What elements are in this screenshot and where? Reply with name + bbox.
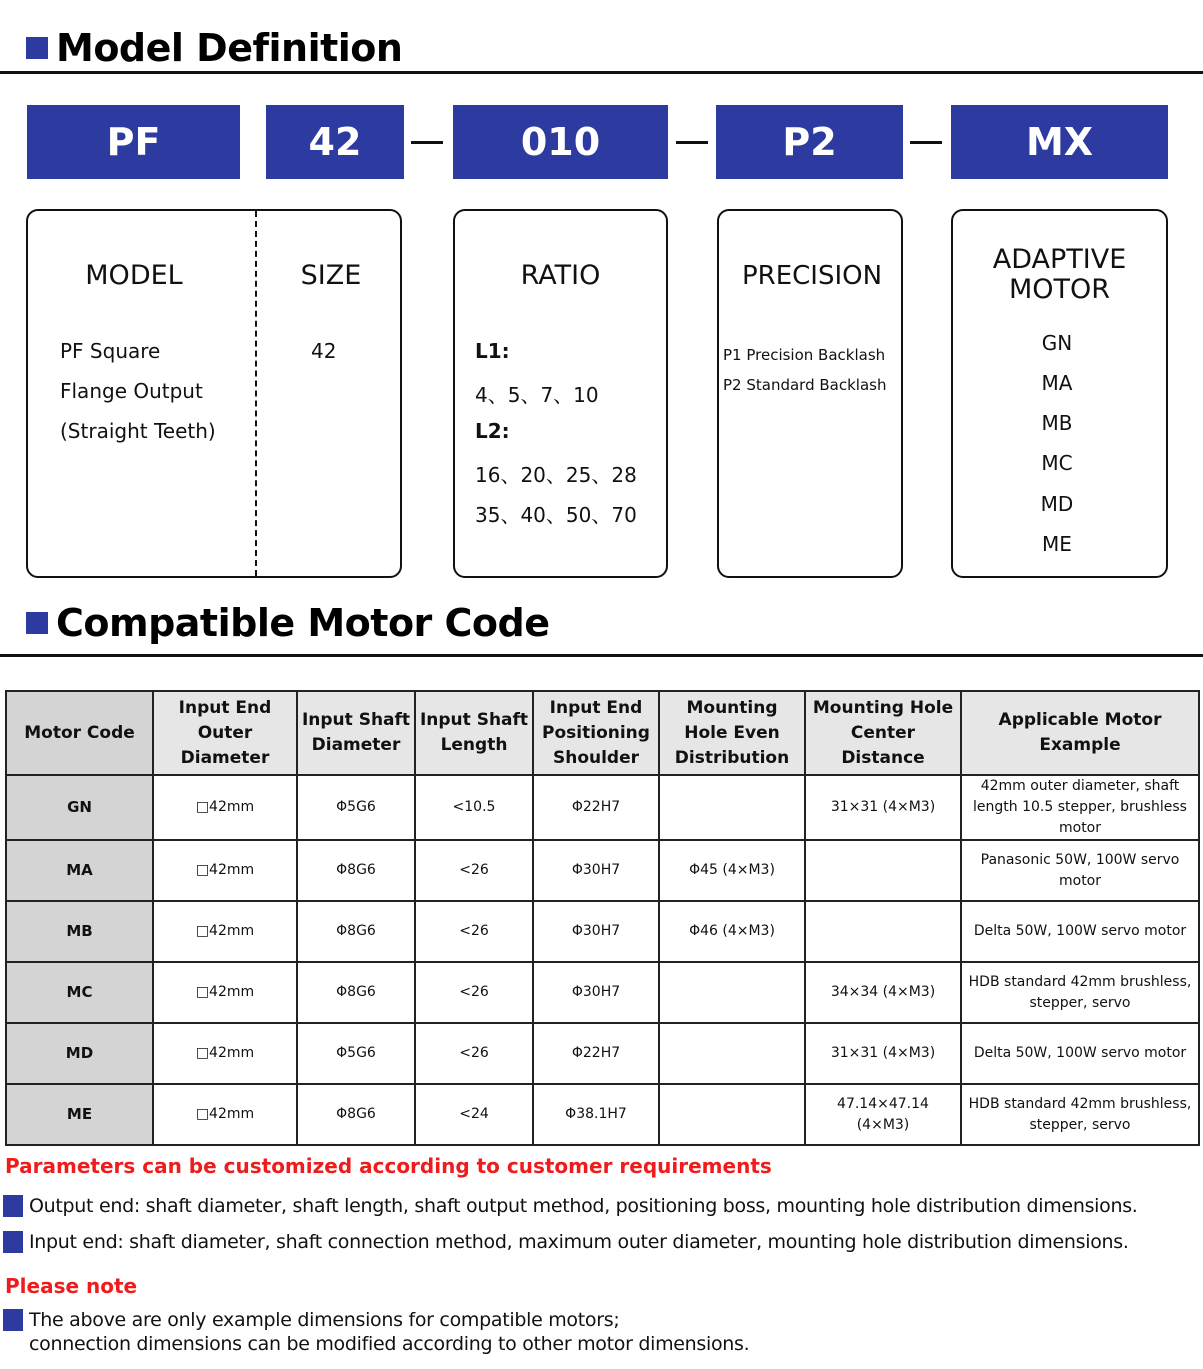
motor-code-item: GN <box>1041 331 1073 355</box>
motor-code-cell: MC <box>6 962 153 1023</box>
customization-item <box>3 1194 1138 1218</box>
motor-code-table <box>5 690 1200 1146</box>
table-cell: Φ5G6 <box>297 1023 415 1084</box>
note-heading: Please note <box>5 1274 138 1298</box>
precision-line: P1 Precision Backlash <box>723 346 886 364</box>
motor-code-cell: MA <box>6 840 153 901</box>
heading-divider <box>0 654 1203 657</box>
motor-code-item: MC <box>1041 451 1073 475</box>
table-cell: □42mm <box>153 901 297 962</box>
square-bullet-icon <box>3 1195 23 1217</box>
table-cell: <26 <box>415 901 533 962</box>
heading-divider <box>0 71 1203 74</box>
table-cell: 42mm outer diameter, shaft length 10.5 stepper, brushless motor <box>961 775 1199 840</box>
table-cell: Delta 50W, 100W servo motor <box>961 1023 1199 1084</box>
column-header: Applicable Motor Example <box>961 691 1199 775</box>
table-row <box>6 1023 1199 1084</box>
table-cell: HDB standard 42mm brushless, stepper, servo <box>961 1084 1199 1145</box>
table-cell: Φ46 (4×M3) <box>659 901 805 962</box>
model-line: PF Square <box>60 339 161 363</box>
motor-code-item: MB <box>1041 411 1073 435</box>
table-cell: Φ8G6 <box>297 962 415 1023</box>
square-bullet-icon <box>3 1309 23 1331</box>
table-cell: □42mm <box>153 1084 297 1145</box>
ratio-l2-label: L2: <box>475 419 510 443</box>
table-cell <box>659 775 805 840</box>
model-line: Flange Output <box>60 379 203 403</box>
motor-code-cell: MD <box>6 1023 153 1084</box>
motor-code-cell: ME <box>6 1084 153 1145</box>
table-cell: Φ5G6 <box>297 775 415 840</box>
table-cell: Panasonic 50W, 100W servo motor <box>961 840 1199 901</box>
customization-text: Output end: shaft diameter, shaft length, shaft output method, positioning boss, mounting hole distribution dimensions. <box>29 1195 1138 1217</box>
table-cell: 47.14×47.14 (4×M3) <box>805 1084 961 1145</box>
table-cell: Φ38.1H7 <box>533 1084 659 1145</box>
square-bullet-icon <box>26 37 48 59</box>
table-cell <box>659 1023 805 1084</box>
column-header: Input End Positioning Shoulder <box>533 691 659 775</box>
column-header: Input End Outer Diameter <box>153 691 297 775</box>
table-cell <box>659 1084 805 1145</box>
dash-separator <box>411 141 443 144</box>
motor-code-item: MA <box>1041 371 1073 395</box>
table-cell: 31×31 (4×M3) <box>805 1023 961 1084</box>
section-title: Model Definition <box>56 26 403 70</box>
table-cell: Φ30H7 <box>533 840 659 901</box>
customization-item <box>3 1230 1129 1254</box>
size-value: 42 <box>311 339 337 363</box>
table-cell: Φ45 (4×M3) <box>659 840 805 901</box>
code-box-ratio: 010 <box>453 105 668 179</box>
model-definition-heading <box>26 26 402 70</box>
precision-line: P2 Standard Backlash <box>723 376 887 394</box>
motor-code-item: MD <box>1040 492 1074 516</box>
table-cell: Φ22H7 <box>533 1023 659 1084</box>
table-row <box>6 840 1199 901</box>
customization-text: Input end: shaft diameter, shaft connection method, maximum outer diameter, mounting hole distribution dimensions. <box>29 1231 1129 1253</box>
table-cell <box>805 840 961 901</box>
model-heading: MODEL <box>85 260 183 291</box>
precision-heading: PRECISION <box>741 261 883 291</box>
note-item <box>3 1308 749 1356</box>
square-bullet-icon <box>26 612 48 634</box>
column-header: Mounting Hole Even Distribution <box>659 691 805 775</box>
table-cell: <26 <box>415 1023 533 1084</box>
table-cell: HDB standard 42mm brushless, stepper, servo <box>961 962 1199 1023</box>
model-line: (Straight Teeth) <box>60 419 216 443</box>
square-bullet-icon <box>3 1231 23 1253</box>
table-cell: Φ30H7 <box>533 962 659 1023</box>
table-cell: 31×31 (4×M3) <box>805 775 961 840</box>
note-line: connection dimensions can be modified according to other motor dimensions. <box>29 1333 750 1355</box>
motor-code-item: ME <box>1042 532 1072 556</box>
table-row <box>6 775 1199 840</box>
table-cell: Φ8G6 <box>297 840 415 901</box>
table-cell: Φ8G6 <box>297 901 415 962</box>
column-header: Motor Code <box>6 691 153 775</box>
table-cell: Φ8G6 <box>297 1084 415 1145</box>
table-cell: <26 <box>415 962 533 1023</box>
note-line: The above are only example dimensions for compatible motors; <box>29 1309 620 1331</box>
table-cell: Φ22H7 <box>533 775 659 840</box>
table-cell: <24 <box>415 1084 533 1145</box>
table-cell: □42mm <box>153 840 297 901</box>
ratio-card <box>453 209 668 578</box>
table-cell: □42mm <box>153 962 297 1023</box>
code-box-motor: MX <box>951 105 1168 179</box>
column-header: Input Shaft Diameter <box>297 691 415 775</box>
precision-card <box>717 209 903 578</box>
adaptive-motor-card <box>951 209 1168 578</box>
table-cell: 34×34 (4×M3) <box>805 962 961 1023</box>
ratio-heading: RATIO <box>520 260 601 291</box>
motor-code-cell: MB <box>6 901 153 962</box>
column-header: Mounting Hole Center Distance <box>805 691 961 775</box>
note-text <box>29 1308 749 1356</box>
table-cell: Φ30H7 <box>533 901 659 962</box>
dash-separator <box>910 141 942 144</box>
table-cell <box>805 901 961 962</box>
table-cell <box>659 962 805 1023</box>
size-heading: SIZE <box>300 260 362 291</box>
code-box-precision: P2 <box>716 105 903 179</box>
dashed-divider <box>255 211 257 576</box>
ratio-l1-label: L1: <box>475 339 510 363</box>
ratio-l2-values: 35、40、50、70 <box>475 503 637 527</box>
table-header-row <box>6 691 1199 775</box>
table-row <box>6 962 1199 1023</box>
table-cell: □42mm <box>153 1023 297 1084</box>
motor-code-cell: GN <box>6 775 153 840</box>
column-header: Input Shaft Length <box>415 691 533 775</box>
table-cell: <26 <box>415 840 533 901</box>
table-row <box>6 1084 1199 1145</box>
ratio-l1-values: 4、5、7、10 <box>475 383 599 407</box>
code-box-size: 42 <box>266 105 404 179</box>
table-cell: Delta 50W, 100W servo motor <box>961 901 1199 962</box>
section-title: Compatible Motor Code <box>56 601 550 645</box>
compatible-motor-heading <box>26 601 549 645</box>
model-size-card <box>26 209 402 578</box>
adaptive-heading: ADAPTIVE <box>992 244 1127 275</box>
table-cell: <10.5 <box>415 775 533 840</box>
table-row <box>6 901 1199 962</box>
ratio-l2-values: 16、20、25、28 <box>475 463 637 487</box>
code-box-model: PF <box>27 105 240 179</box>
adaptive-heading: MOTOR <box>1008 274 1111 305</box>
dash-separator <box>676 141 708 144</box>
table-cell: □42mm <box>153 775 297 840</box>
customization-heading: Parameters can be customized according to customer requirements <box>5 1154 772 1178</box>
